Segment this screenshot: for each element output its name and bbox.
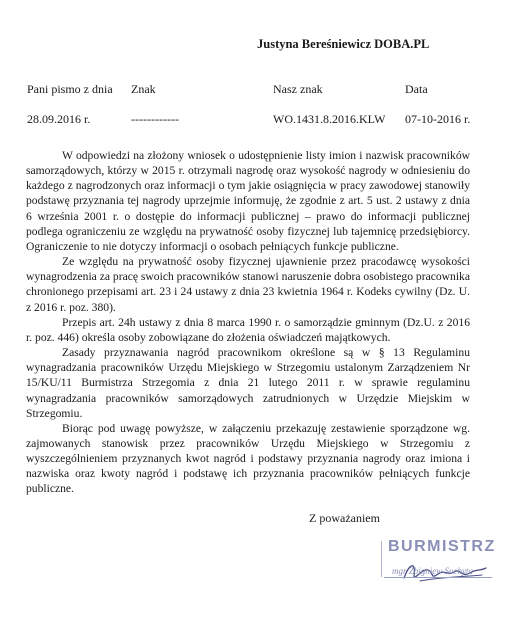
stamp-title: BURMISTRZ [388,538,496,555]
header-label-data: Data [405,82,428,96]
stamp-subtitle: mgr Zbigniew Suchyta [392,566,473,576]
header-label-znak: Znak [131,82,156,96]
paragraph-asset-declarations: Przepis art. 24h ustawy z dnia 8 marca 1990 r. o samorządzie gminnym (Dz.U. z 2016 r. poz. 446) określa osoby zobowiązane do złożenia oświadczeń majątkowych. [26,315,470,344]
header-value-pani-pismo: 28.09.2016 r. [27,112,91,126]
letter-body [26,148,470,497]
stamp-border [381,541,382,577]
addressee: Justyna Bereśniewicz DOBA.PL [257,37,430,51]
paragraph-request-response: W odpowiedzi na złożony wniosek o udostępnienie listy imion i nazwisk pracowników samorządowych, którzy w 2015 r. otrzymali nagrodę oraz wysokość nagrody w odniesieniu do każdego z nagrodzonych oraz informacji o tym jakie osiągnięcia w pracy zawodowej stanowiły podstawę przyznania tej nagrody uprzejmie informuję, że zgodnie z art. 5 ust. 2 ustawy z dnia 6 września 2001 r. o dostępie do informacji publicznej – prawo do informacji publicznej podlega ograniczeniu ze względu na prywatność osoby fizycznej lub tajemnicę przedsiębiorcy. Ograniczenie to nie dotyczy informacji o osobach pełniących funkcje publiczne. [26,149,470,253]
paragraph-attachment: Biorąc pod uwagę powyższe, w załączeniu przekazuję zestawienie sporządzone wg. zajmowanych stanowisk przez pracowników Urzędu Miejskiego w Strzegomiu z wyszczególnieniem przyznanych kwot nagród i podstawy przyznania nagrody oraz imiona i nazwiska oraz kwoty nagród i podstawę ich przyznania pracowników pełniących funkcje publiczne. [26,421,470,496]
header-value-data: 07-10-2016 r. [405,112,471,126]
closing-salutation: Z poważaniem [309,511,380,525]
header-value-znak: ------------ [131,112,179,126]
header-label-pani-pismo: Pani pismo z dnia [27,82,113,96]
header-label-nasz-znak: Nasz znak [273,82,323,96]
header-value-nasz-znak: WO.1431.8.2016.KLW [273,112,386,126]
paragraph-award-rules: Zasady przyznawania nagród pracownikom określone są w § 13 Regulaminu wynagradzania pracowników Urzędu Miejskiego w Strzegomiu ustalonym Zarządzeniem Nr 15/KU/11 Burmistrza Strzegomia z dnia 21 lutego 2011 r. w sprawie regulaminu wynagradzania pracowników samorządowych zatrudnionych w Urzędzie Miejskim w Strzegomiu. [26,346,470,420]
paragraph-privacy: Ze względu na prywatność osoby fizycznej ujawnienie przez pracodawcę wysokości wynagrodzenia za pracę swoich pracowników stanowi naruszenie dobra osobistego pracownika chronionego przepisami art. 23 i 24 ustawy z dnia 23 kwietnia 1964 r. Kodeks cywilny (Dz. U. z 2016 r. poz. 380). [26,255,470,314]
stamp-rule [384,577,492,578]
